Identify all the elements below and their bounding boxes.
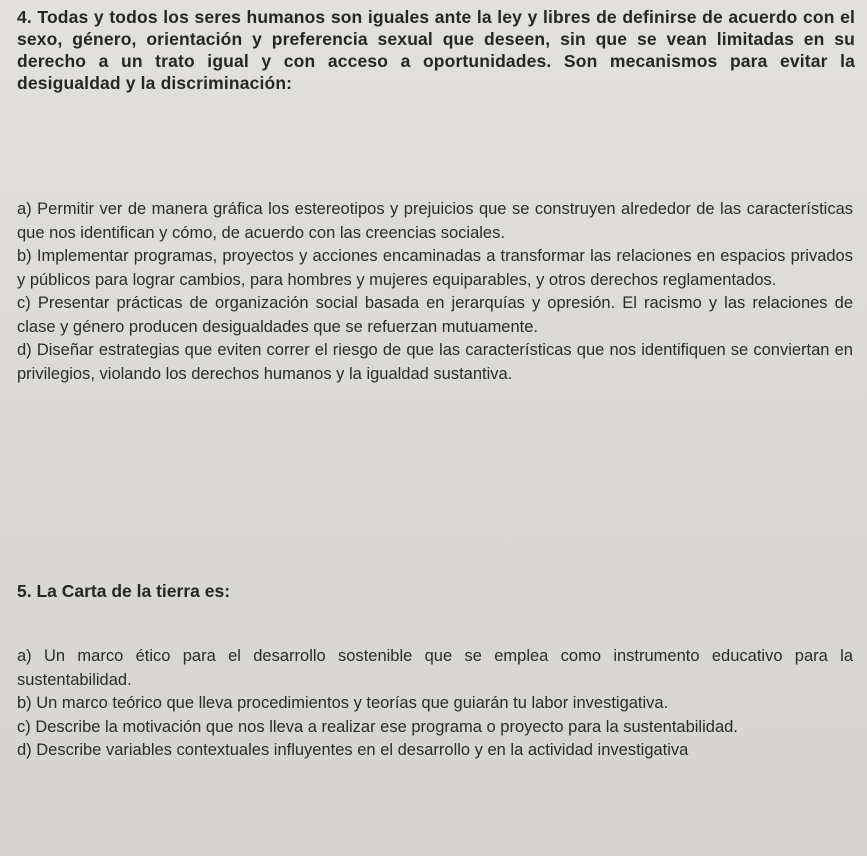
question-5-option-a: a) Un marco ético para el desarrollo sostenible que se emplea como instrumento educativo para la sustentabilidad. bbox=[17, 647, 853, 689]
question-5-option-d: d) Describe variables contextuales influyentes en el desarrollo y en la actividad investigativa bbox=[17, 741, 689, 759]
question-5-options bbox=[17, 645, 853, 763]
question-4-options bbox=[17, 198, 853, 386]
question-5-text: 5. La Carta de la tierra es: bbox=[17, 581, 231, 601]
question-5-option-c: c) Describe la motivación que nos lleva a realizar ese programa o proyecto para la sustentabilidad. bbox=[17, 717, 738, 736]
question-4-option-c: c) Presentar prácticas de organización social basada en jerarquías y opresión. El racismo y las relaciones de clase y género producen desigualdades que se refuerzan mutuamente. bbox=[17, 294, 853, 336]
question-5-option-b: b) Un marco teórico que lleva procedimientos y teorías que guiarán tu labor investigativa. bbox=[17, 694, 669, 712]
question-4-option-b: b) Implementar programas, proyectos y acciones encaminadas a transformar las relaciones en espacios privados y públicos para lograr cambios, para hombres y mujeres equiparables, y otros derechos reglamentados. bbox=[17, 247, 853, 289]
question-4-text: 4. Todas y todos los seres humanos son iguales ante la ley y libres de definirse de acuerdo con el sexo, género, orientación y preferencia sexual que deseen, sin que se vean limitadas en su derecho a un trato igual y con acceso a oportunidades. Son mecanismos para evitar la desigualdad y la discriminación: bbox=[17, 7, 855, 93]
question-4-option-d: d) Diseñar estrategias que eviten correr el riesgo de que las características que nos identifiquen se conviertan en privilegios, violando los derechos humanos y la igualdad sustantiva. bbox=[17, 341, 853, 383]
question-4-option-a: a) Permitir ver de manera gráfica los estereotipos y prejuicios que se construyen alrededor de las características que nos identifican y cómo, de acuerdo con las creencias sociales. bbox=[17, 200, 853, 242]
